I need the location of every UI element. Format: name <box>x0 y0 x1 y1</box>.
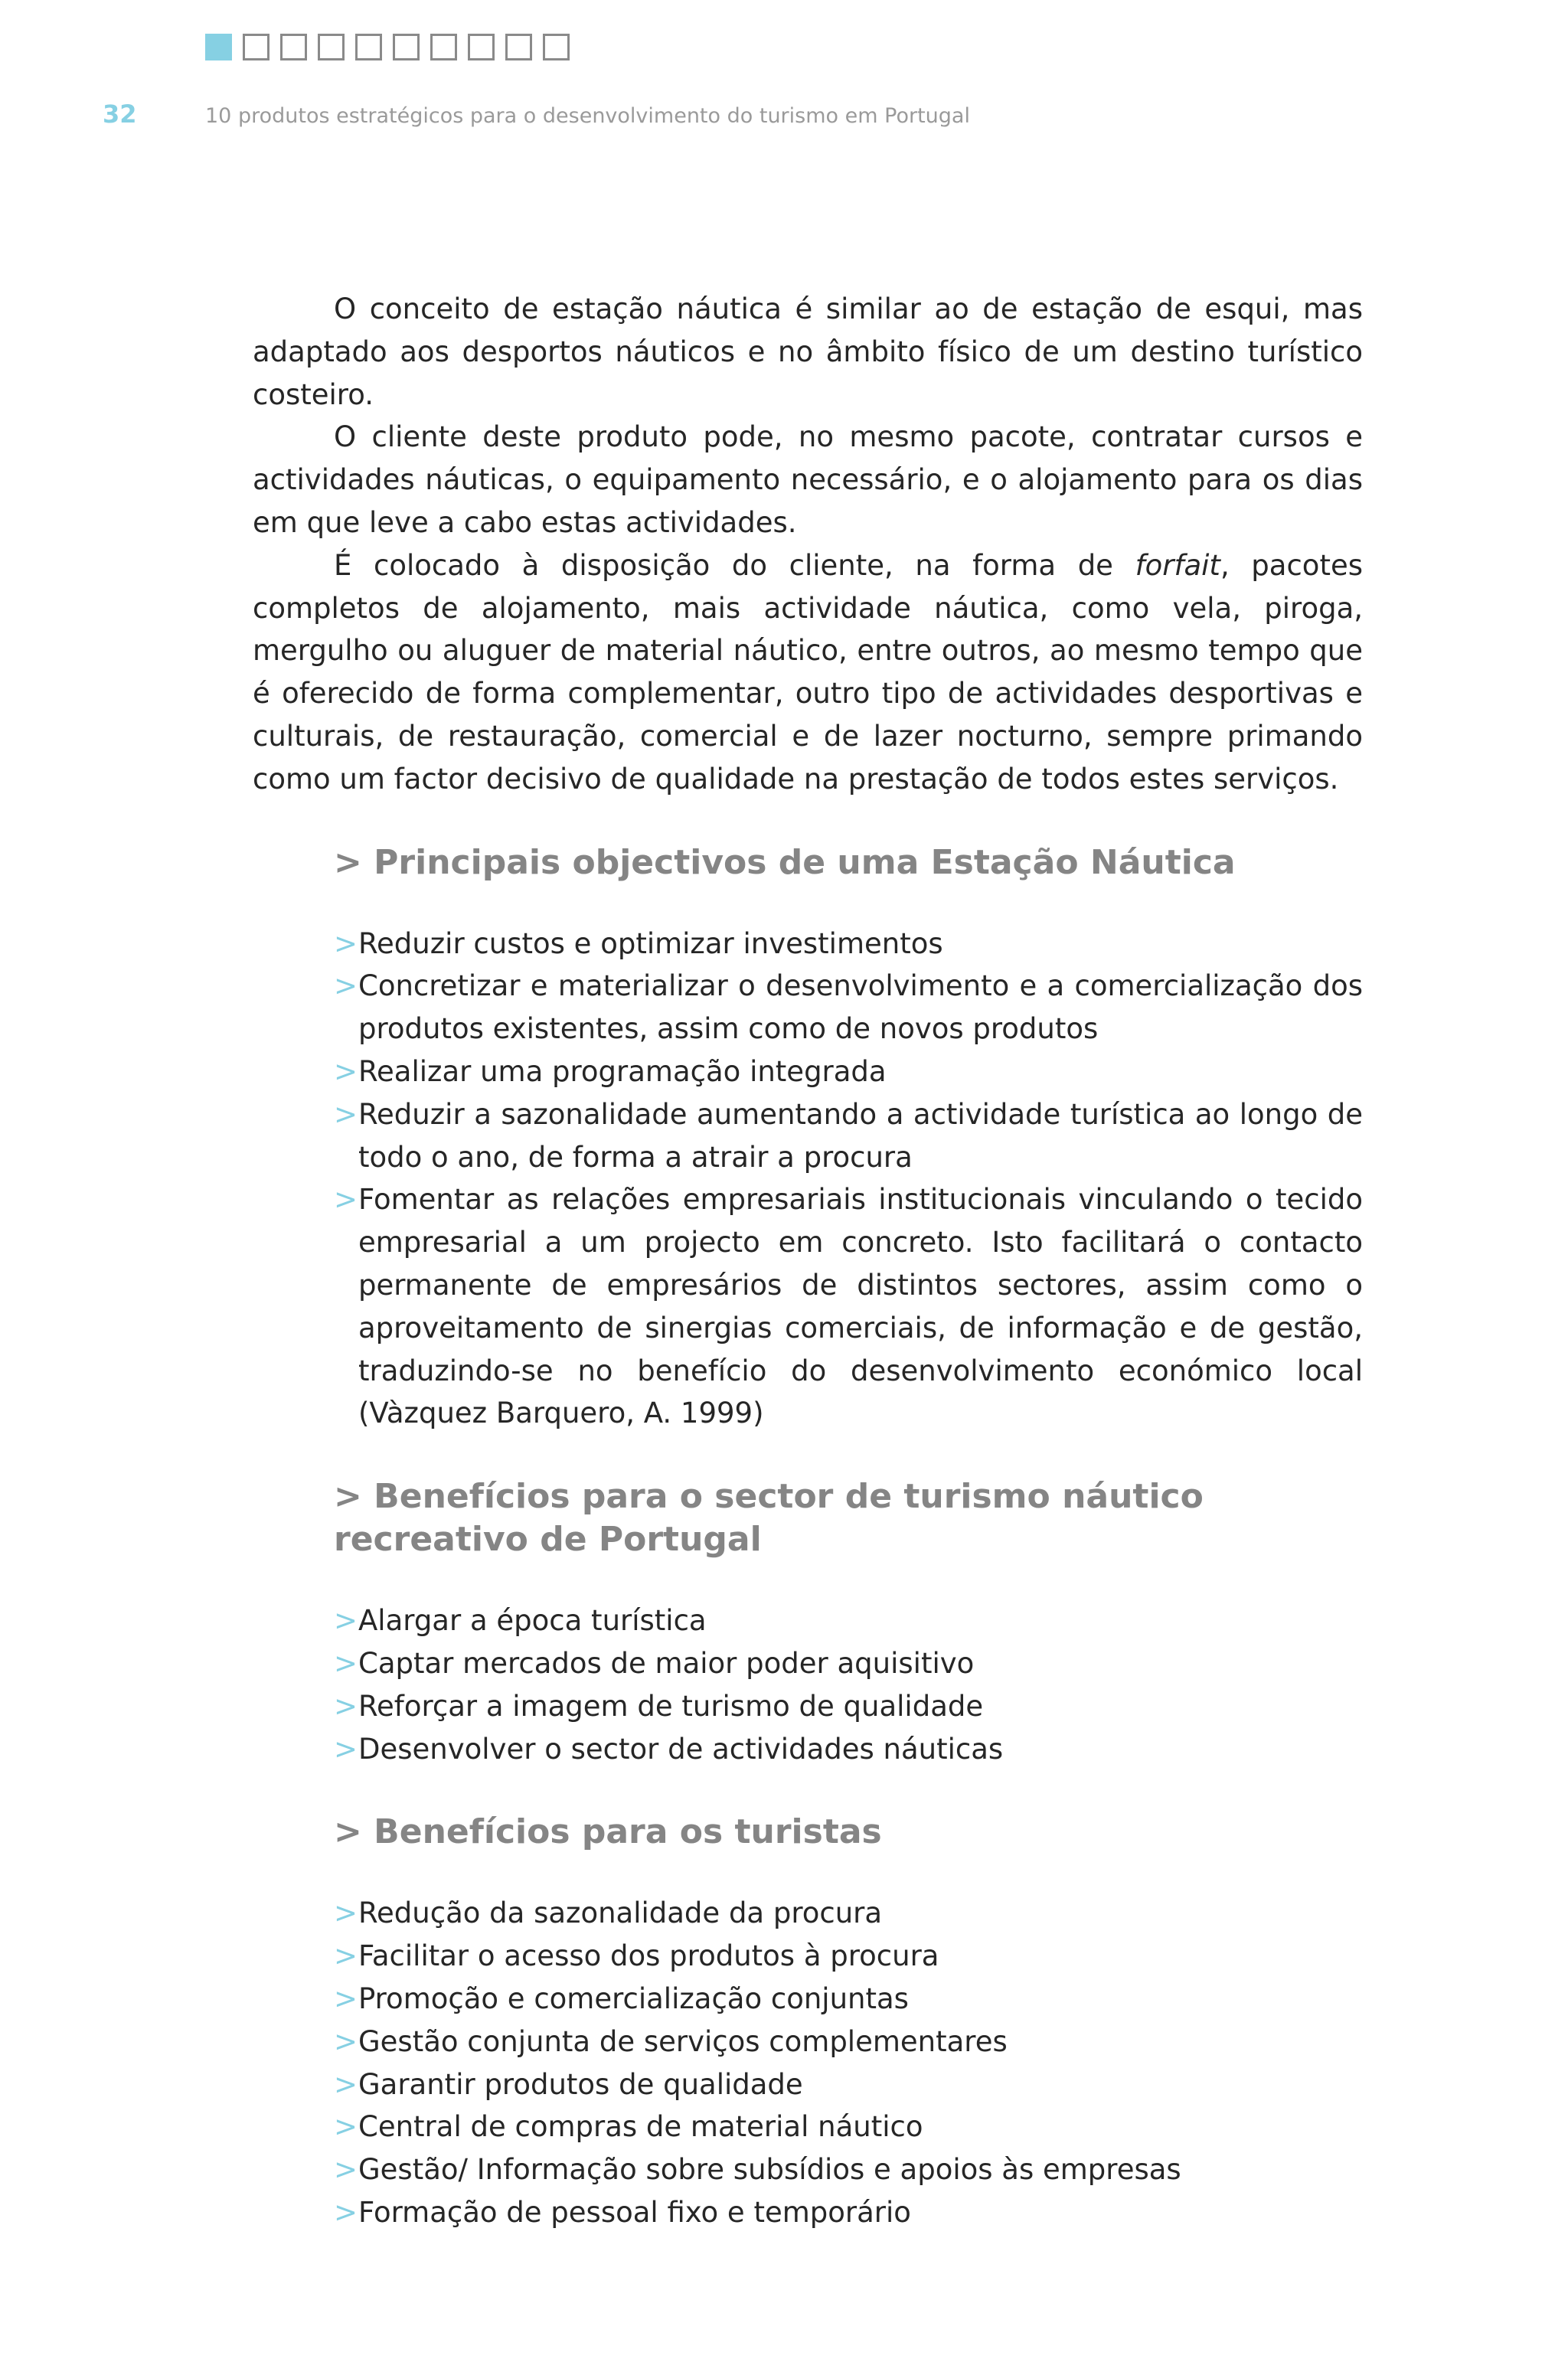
list-item <box>334 1093 1363 1179</box>
list-item-text: Reforçar a imagem de turismo de qualidade <box>358 1689 984 1723</box>
bullet-marker-icon: > <box>334 926 358 960</box>
bullet-marker-icon: > <box>334 1732 358 1766</box>
bullet-marker-icon: > <box>334 2067 358 2101</box>
list-item <box>334 2106 1363 2148</box>
main-content <box>253 288 1363 2234</box>
sections <box>253 841 1363 2234</box>
section-heading: > Principais objectivos de uma Estação Náutica <box>334 842 1236 882</box>
section-indicator <box>205 34 570 60</box>
list-item-text: Fomentar as relações empresariais institucionais vinculando o tecido empresarial a um projecto em concreto. Isto facilitará o contacto permanente de empresários de distintos sectores, assim como o aproveitamento de sinergias comerciais, de informação e de gestão, traduzindo-se no benefício do desenvolvimento económico local (Vàzquez Barquero, A. 1999) <box>358 1183 1363 1430</box>
bullet-marker-icon: > <box>334 1897 358 1930</box>
list-item <box>334 1685 1363 1728</box>
bullet-marker-icon: > <box>334 2110 358 2144</box>
bullet-marker-icon: > <box>334 2195 358 2229</box>
section-square <box>505 34 532 60</box>
bullet-marker-icon: > <box>334 1604 358 1638</box>
list-item <box>334 1178 1363 1435</box>
list-item <box>334 965 1363 1050</box>
list-item-text: Gestão/ Informação sobre subsídios e apoios às empresas <box>358 2153 1181 2187</box>
list-item <box>334 1050 1363 1093</box>
section-square <box>243 34 270 60</box>
bullet-marker-icon: > <box>334 1054 358 1088</box>
intro-paragraph-3-start: É colocado à disposição do cliente, na forma de <box>334 548 1135 582</box>
list-item <box>334 923 1363 965</box>
bullet-marker-icon: > <box>334 2153 358 2187</box>
list-item <box>334 2148 1363 2191</box>
section-square <box>543 34 570 60</box>
section-square <box>355 34 382 60</box>
section-square <box>318 34 345 60</box>
section-heading: > Benefícios para os turistas <box>334 1812 882 1852</box>
bullet-marker-icon: > <box>334 1939 358 1973</box>
list-item <box>334 1978 1363 2021</box>
intro-paragraph-1: O conceito de estação náutica é similar ao de estação de esqui, mas adaptado aos desportos náuticos e no âmbito físico de um destino turístico costeiro. <box>253 292 1363 411</box>
page-number: 32 <box>103 100 137 129</box>
list-item-text: Gestão conjunta de serviços complementares <box>358 2024 1008 2058</box>
bullet-list <box>334 923 1363 1436</box>
section-square-active <box>205 34 232 60</box>
section-square <box>393 34 420 60</box>
list-item-text: Concretizar e materializar o desenvolvimento e a comercialização dos produtos existentes, assim como de novos produtos <box>358 969 1363 1046</box>
forfait-term: forfait <box>1135 548 1220 582</box>
section-square <box>280 34 307 60</box>
bullet-marker-icon: > <box>334 1646 358 1680</box>
section-square <box>468 34 495 60</box>
list-item-text: Garantir produtos de qualidade <box>358 2067 803 2101</box>
list-item-text: Alargar a época turística <box>358 1604 707 1638</box>
intro-paragraph-3 <box>253 544 1363 801</box>
list-item <box>334 2191 1363 2234</box>
list-item-text: Facilitar o acesso dos produtos à procura <box>358 1939 939 1973</box>
section-square <box>430 34 457 60</box>
list-item <box>334 2063 1363 2106</box>
list-item-text: Realizar uma programação integrada <box>358 1054 887 1088</box>
bullet-marker-icon: > <box>334 2024 358 2058</box>
list-item-text: Reduzir a sazonalidade aumentando a actividade turística ao longo de todo o ano, de forma a atrair a procura <box>358 1097 1363 1174</box>
intro-paragraph-3-end: , pacotes completos de alojamento, mais actividade náutica, como vela, piroga, mergulho ou aluguer de material náutico, entre outros, ao mesmo tempo que é oferecido de forma complementar, outro tipo de actividades desportivas e culturais, de restauração, comercial e de lazer nocturno, sempre primando como um factor decisivo de qualidade na prestação de todos estes serviços. <box>253 548 1363 796</box>
list-item <box>334 1935 1363 1978</box>
bullet-marker-icon: > <box>334 1183 358 1217</box>
bullet-marker-icon: > <box>334 1097 358 1131</box>
list-item <box>334 2021 1363 2063</box>
list-item <box>334 1728 1363 1771</box>
list-item-text: Promoção e comercialização conjuntas <box>358 1982 909 2015</box>
list-item-text: Redução da sazonalidade da procura <box>358 1897 883 1930</box>
list-item <box>334 1642 1363 1685</box>
list-item-text: Reduzir custos e optimizar investimentos <box>358 926 943 960</box>
list-item-text: Central de compras de material náutico <box>358 2110 923 2144</box>
list-item <box>334 1599 1363 1642</box>
list-item-text: Desenvolver o sector de actividades náuticas <box>358 1732 1004 1766</box>
bullet-marker-icon: > <box>334 1982 358 2015</box>
section-heading: > Benefícios para o sector de turismo náutico recreativo de Portugal <box>334 1477 1204 1560</box>
bullet-list <box>334 1599 1363 1770</box>
bullet-list <box>334 1892 1363 2233</box>
bullet-marker-icon: > <box>334 969 358 1003</box>
list-item <box>334 1892 1363 1935</box>
list-item-text: Formação de pessoal fixo e temporário <box>358 2195 911 2229</box>
bullet-marker-icon: > <box>334 1689 358 1723</box>
intro-paragraph-2: O cliente deste produto pode, no mesmo pacote, contratar cursos e actividades náuticas, o equipamento necessário, e o alojamento para os dias em que leve a cabo estas actividades. <box>253 420 1363 539</box>
running-title: 10 produtos estratégicos para o desenvolvimento do turismo em Portugal <box>205 104 970 128</box>
list-item-text: Captar mercados de maior poder aquisitivo <box>358 1646 975 1680</box>
